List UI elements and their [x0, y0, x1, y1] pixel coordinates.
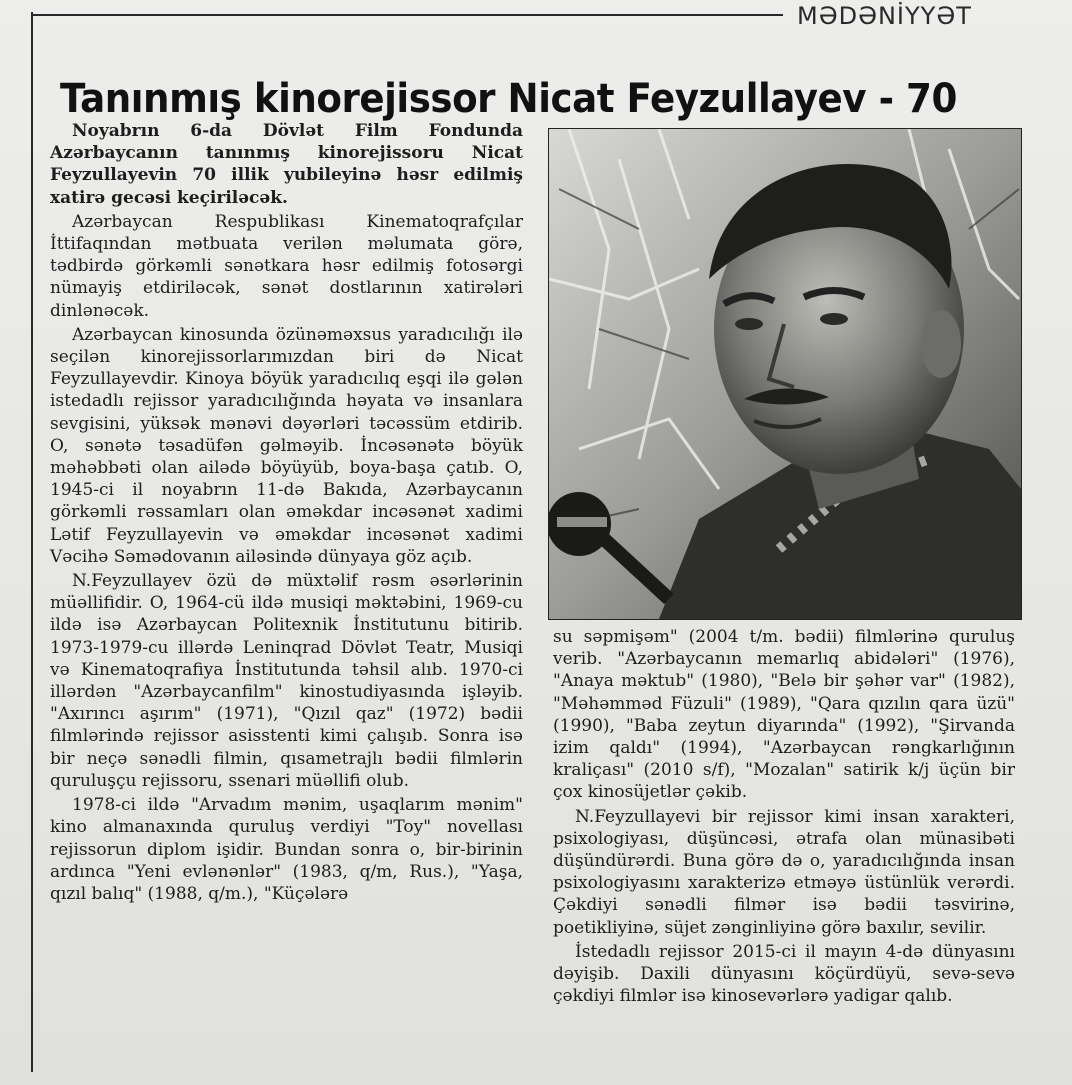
lead-paragraph: Noyabrın 6-da Dövlət Film Fondunda Azərbaycanın tanınmış kinorejissoru Nicat Feyzullayevin 70 illik yubileyinə həsr edilmiş xatirə gecəsi keçiriləcək.	[50, 121, 523, 208]
left-column-rule	[31, 12, 33, 1072]
headline: Tanınmış kinorejissor Nicat Feyzullayev - 70	[60, 75, 957, 122]
body-paragraph: N.Feyzullayev özü də müxtəlif rəsm əsərlərinin müəllifidir. O, 1964-cü ildə musiqi məktəbini, 1969-cu ildə isə Azərbaycan Politexnik İnstitutunu bitirib. 1973-1979-cu illərdə Leninqrad Dövlət Teatr, Musiqi və Kinematoqrafiya İnstitutunda təhsil alıb. 1970-ci illərdən "Azərbaycanfilm" kinostudiyasında işləyib. "Axırıncı aşırım" (1971), "Qızıl qaz" (1972) bədii filmlərində rejissor asisstenti kimi çalışıb. Sonra isə bir neçə sənədli filmin, qısametrajlı bədii filmlərin quruluşçu rejissoru, ssenari müəllifi olub.	[50, 571, 523, 791]
portrait-photo	[548, 128, 1022, 620]
section-label: MƏDƏNİYYƏT	[797, 2, 972, 30]
body-paragraph: İstedadlı rejissor 2015-ci il mayın 4-də dünyasını dəyişib. Daxili dünyasını köçürdüyü, sevə-sevə çəkdiyi filmlər isə kinosevərlərə yadigar qalıb.	[553, 941, 1015, 1007]
body-paragraph: N.Feyzullayevi bir rejissor kimi insan xarakteri, psixologiyası, düşüncəsi, ətrafa olan münasibəti düşündürərdi. Buna görə də o, yaradıcılığında insan psixologiyasını xarakterizə etməyə üstünlük verərdi. Çəkdiyi sənədli filmər isə bədii təsvirinə, poetikliyinə, süjet zənginliyinə görə baxılır, sevilir.	[553, 806, 1015, 938]
body-paragraph: Azərbaycan Respublikası Kinematoqrafçılar İttifaqından mətbuata verilən məlumata görə, tədbirdə görkəmli sənətkara həsr edilmiş fotosərgi nümayiş etdiriləcək, sənət dostlarının xatirələri dinlənəcək.	[50, 211, 523, 321]
body-paragraph: Azərbaycan kinosunda özünəməxsus yaradıcılığı ilə seçilən kinorejissorlarımızdan biri də Nicat Feyzullayevdir. Kinoya böyük yaradıcılıq eşqi ilə gələn istedadlı rejissor yaradıcılığında həyata və insanlara sevgisini, yüksək mənəvi dəyərləri təcəssüm etdirib. O, sənətə təsadüfən gəlməyib. İncəsənətə böyük məhəbbəti olan ailədə böyüyüb, boya-başa çatıb. O, 1945-ci il noyabrın 11-də Bakıda, Azərbaycanın görkəmli rəssamları olan əməkdar incəsənət xadimi Lətif Feyzullayevin və əməkdar incəsənət xadimi Vəcihə Səmədovanın ailəsində dünyaya göz açıb.	[50, 324, 523, 567]
top-rule	[31, 14, 783, 16]
right-column	[553, 626, 1015, 1009]
body-paragraph: 1978-ci ildə "Arvadım mənim, uşaqlarım mənim" kino almanaxında quruluş verdiyi "Toy" novellası rejissorun diplom işidir. Bundan sonra o, bir-birinin ardınca "Yeni evlənənlər" (1983, q/m, Rus.), "Yaşa, qızıl balıq" (1988, q/m.), "Küçələrə	[50, 795, 523, 904]
portrait-photo-icon	[549, 129, 1021, 619]
continued-paragraph: su səpmişəm" (2004 t/m. bədii) filmlərinə quruluş verib. "Azərbaycanın memarlıq abidələri" (1976), "Anaya məktub" (1980), "Belə bir şəhər var" (1982), "Məhəmməd Füzuli" (1989), "Qara qızılın qara üzü" (1990), "Baba zeytun diyarında" (1992), "Şirvanda izim qaldı" (1994), "Azərbaycan rəngkarlığının kraliçası" (2010 s/f), "Mozalan" satirik k/j üçün bir çox kinosüjetlər çəkib.	[553, 627, 1015, 803]
left-column	[50, 120, 523, 907]
